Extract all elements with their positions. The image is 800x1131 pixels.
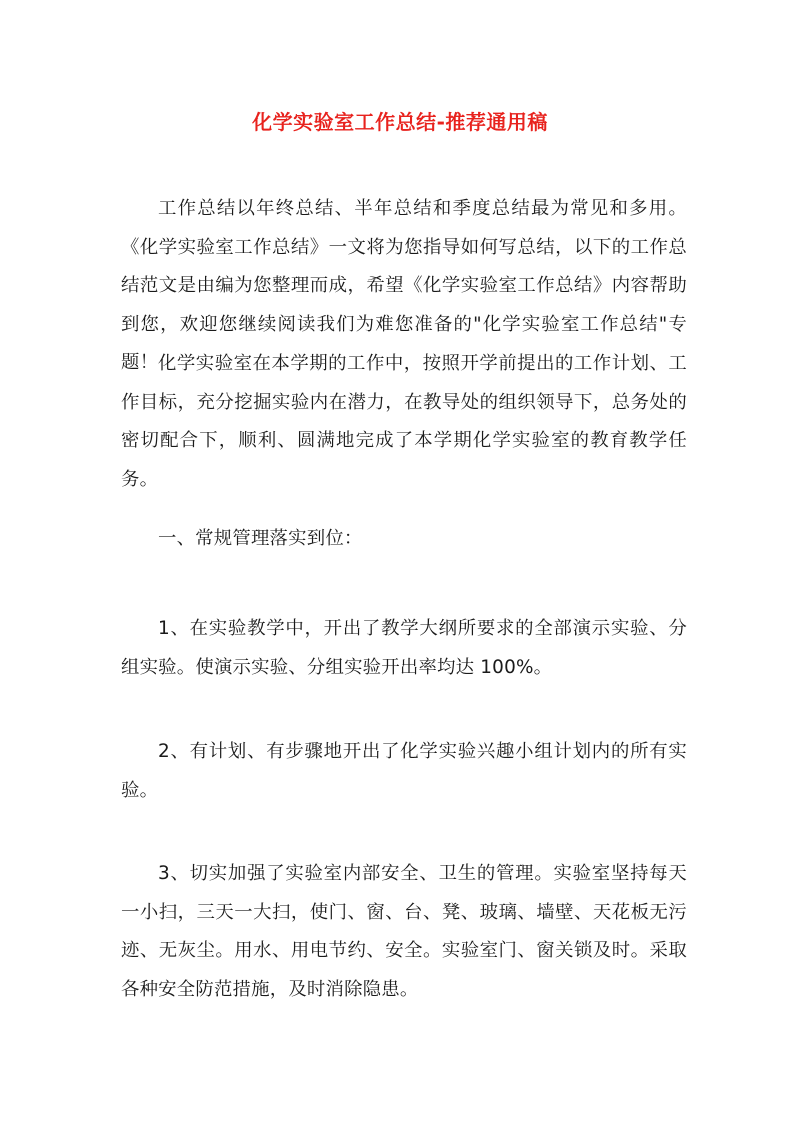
list-item-3: 3、切实加强了实验室内部安全、卫生的管理。实验室坚持每天一小扫，三天一大扫，使门、窗、台、凳、玻璃、墙壁、天花板无污迹、无灰尘。用水、用电节约、安全。实验室门、窗关锁及时。采取各种安全防范措施，及时消除隐患。 <box>121 863 687 1000</box>
section-heading: 一、常规管理落实到位： <box>158 528 363 549</box>
summary-paragraph: 化学实验室在本学期的工作中，按照开学前提出的工作计划、工作目标，充分挖掘实验内在潜力，在教导处的组织领导下，总务处的密切配合下，顺利、圆满地完成了本学期化学实验室的教育教学任务。 <box>121 353 687 490</box>
list-item-1: 1、在实验教学中，开出了教学大纲所要求的全部演示实验、分组实验。使演示实验、分组实验开出率均达 100%。 <box>121 618 687 678</box>
intro-paragraph: 工作总结以年终总结、半年总结和季度总结最为常见和多用。《化学实验室工作总结》一文将为您指导如何写总结，以下的工作总结范文是由编为您整理而成，希望《化学实验室工作总结》内容帮助到您，欢迎您继续阅读我们为难您准备的"化学实验室工作总结"专题！ <box>121 198 687 373</box>
document-title: 化学实验室工作总结-推荐通用稿 <box>252 110 548 134</box>
list-item-2: 2、有计划、有步骤地开出了化学实验兴趣小组计划内的所有实验。 <box>121 741 687 801</box>
